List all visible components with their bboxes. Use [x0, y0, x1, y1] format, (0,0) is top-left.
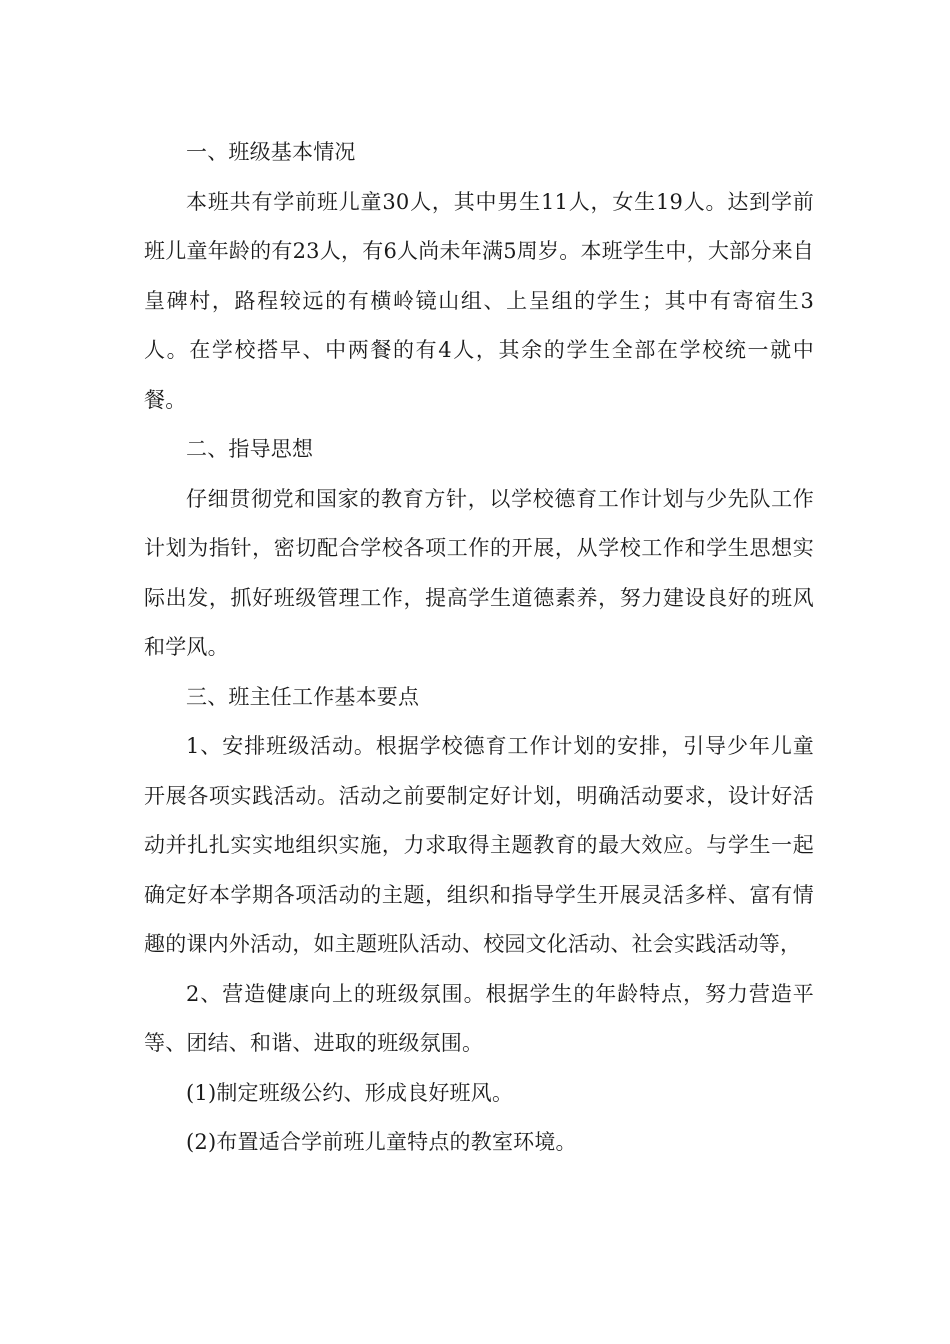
section-heading-basic-info: 一、班级基本情况	[186, 140, 356, 164]
paragraph-guiding-thought: 仔细贯彻党和国家的教育方针，以学校德育工作计划与少先队工作计划为指针，密切配合学校各项工作的开展，从学校工作和学生思想实际出发，抓好班级管理工作，提高学生道德素养，努力建设良好的班风和学风。	[144, 486, 814, 659]
document-body	[144, 128, 814, 1168]
paragraph-class-activities: 1、安排班级活动。根据学校德育工作计划的安排，引导少年儿童开展各项实践活动。活动之前要制定好计划，明确活动要求，设计好活动并扎扎实实地组织实施，力求取得主题教育的最大效应。与学生一起确定好本学期各项活动的主题，组织和指导学生开展灵活多样、富有情趣的课内外活动，如主题班队活动、校园文化活动、社会实践活动等，	[144, 734, 814, 956]
paragraph-classroom-environment: (2)布置适合学前班儿童特点的教室环境。	[186, 1130, 577, 1154]
paragraph-class-overview: 本班共有学前班儿童30人，其中男生11人，女生19人。达到学前班儿童年龄的有23人，有6人尚未年满5周岁。本班学生中，大部分来自皇碑村，路程较远的有横岭镜山组、上呈组的学生；其中有寄宿生3人。在学校搭早、中两餐的有4人，其余的学生全部在学校统一就中餐。	[144, 189, 814, 412]
paragraph-class-convention: (1)制定班级公约、形成良好班风。	[186, 1080, 514, 1105]
section-heading-key-points: 三、班主任工作基本要点	[186, 684, 420, 709]
paragraph-class-atmosphere: 2、营造健康向上的班级氛围。根据学生的年龄特点，努力营造平等、团结、和谐、进取的班级氛围。	[144, 981, 814, 1055]
section-heading-guiding-thought: 二、指导思想	[186, 437, 314, 461]
